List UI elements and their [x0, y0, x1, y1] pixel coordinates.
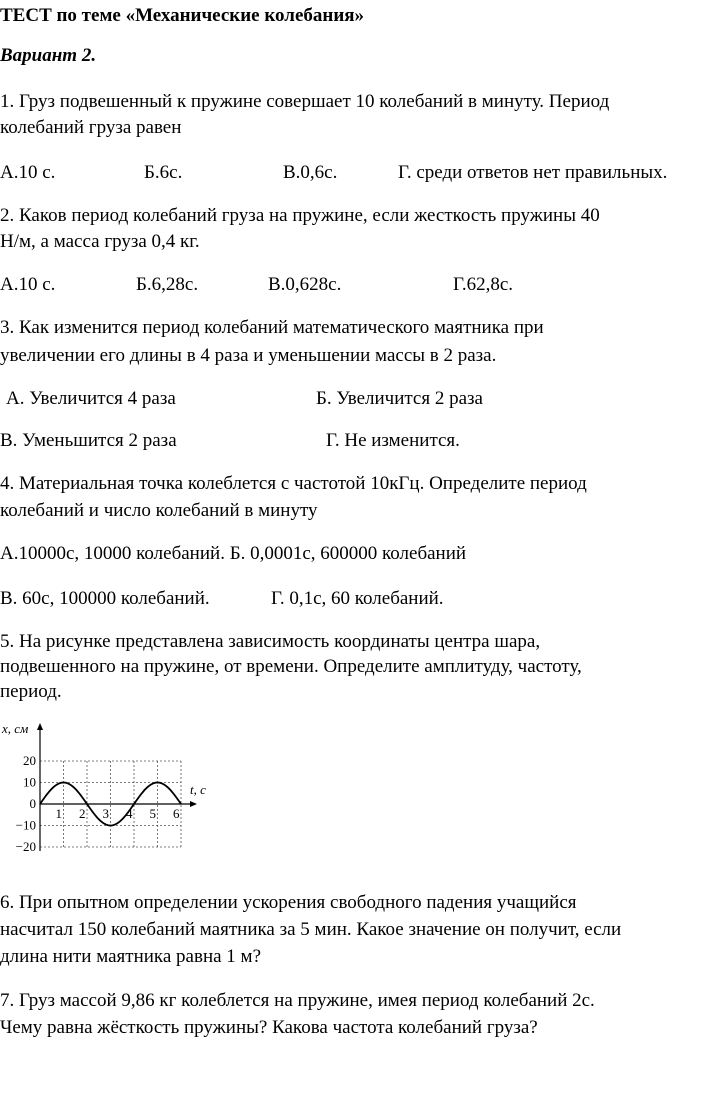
- question-4-answer-d: Г. 0,1с, 60 колебаний.: [271, 588, 444, 609]
- y-tick-label: −20: [15, 839, 36, 854]
- question-4-answer-c: В. 60с, 100000 колебаний.: [0, 588, 210, 609]
- y-axis-arrow: [37, 723, 43, 730]
- question-4-line-1: 4. Материальная точка колеблется с частотой 10кГц. Определите период: [0, 473, 587, 494]
- question-5-line-1: 5. На рисунке представлена зависимость координаты центра шара,: [0, 631, 541, 652]
- x-tick-label: 3: [102, 806, 109, 821]
- x-tick-label: 5: [149, 806, 156, 821]
- x-axis-label: t, с: [190, 782, 206, 797]
- question-3-answer-b: Б. Увеличится 2 раза: [316, 388, 483, 409]
- x-axis-arrow: [190, 801, 197, 807]
- question-6-line-3: длина нити маятника равна 1 м?: [0, 946, 262, 967]
- x-tick-labels: [56, 806, 181, 821]
- question-4-line-2: колебаний и число колебаний в минуту: [0, 500, 318, 521]
- question-3-answer-c: В. Уменьшится 2 раза: [0, 430, 177, 451]
- y-axis-label: x, см: [2, 722, 29, 736]
- y-tick-label: 10: [23, 774, 36, 790]
- y-tick-label: 20: [23, 753, 36, 768]
- question-5-line-3: период.: [0, 681, 62, 702]
- question-6-line-1: 6. При опытном определении ускорения свободного падения учащийся: [0, 892, 577, 913]
- test-title: ТЕСТ по теме «Механические колебания»: [0, 5, 365, 26]
- question-4-answers-a-b: А.10000с, 10000 колебаний. Б. 0,0001с, 600000 колебаний: [0, 543, 467, 564]
- x-tick-label: 2: [79, 806, 86, 821]
- y-tick-label: 0: [29, 796, 36, 811]
- x-tick-label: 1: [55, 806, 62, 821]
- question-2-answer-c: В.0,628с.: [268, 274, 342, 295]
- question-1-line-1: 1. Груз подвешенный к пружине совершает 10 колебаний в минуту. Период: [0, 91, 610, 112]
- question-1-line-2: колебаний груза равен: [0, 117, 182, 138]
- y-tick-label: −10: [15, 817, 36, 833]
- oscillation-graph: [0, 722, 230, 870]
- question-1-answer-d: Г. среди ответов нет правильных.: [398, 162, 668, 183]
- question-6-line-2: насчитал 150 колебаний маятника за 5 мин. Какое значение он получит, если: [0, 919, 622, 940]
- question-2-answer-d: Г.62,8с.: [453, 274, 514, 295]
- x-tick-label: 6: [173, 806, 180, 821]
- question-3-answer-a: А. Увеличится 4 раза: [6, 388, 176, 409]
- question-2-line-2: Н/м, а масса груза 0,4 кг.: [0, 231, 200, 252]
- question-1-answer-b: Б.6с.: [144, 162, 183, 183]
- question-5-line-2: подвешенного на пружине, от времени. Определите амплитуду, частоту,: [0, 656, 582, 677]
- variant-label: Вариант 2.: [0, 45, 97, 66]
- question-2-answer-a: А.10 с.: [0, 274, 56, 295]
- question-3-answer-d: Г. Не изменится.: [326, 430, 460, 451]
- x-tick-label: 4: [126, 806, 133, 821]
- y-tick-labels: [16, 753, 36, 854]
- question-1-answer-c: В.0,6с.: [283, 162, 338, 183]
- question-2-line-1: 2. Каков период колебаний груза на пружине, если жесткость пружины 40: [0, 205, 600, 226]
- question-7-line-1: 7. Груз массой 9,86 кг колеблется на пружине, имея период колебаний 2с.: [0, 990, 595, 1011]
- question-1-answer-a: А.10 с.: [0, 162, 56, 183]
- question-3-line-2: увеличении его длины в 4 раза и уменьшении массы в 2 раза.: [0, 345, 497, 366]
- question-3-line-1: 3. Как изменится период колебаний математического маятника при: [0, 317, 544, 338]
- question-2-answer-b: Б.6,28с.: [136, 274, 199, 295]
- question-7-line-2: Чему равна жёсткость пружины? Какова частота колебаний груза?: [0, 1017, 538, 1038]
